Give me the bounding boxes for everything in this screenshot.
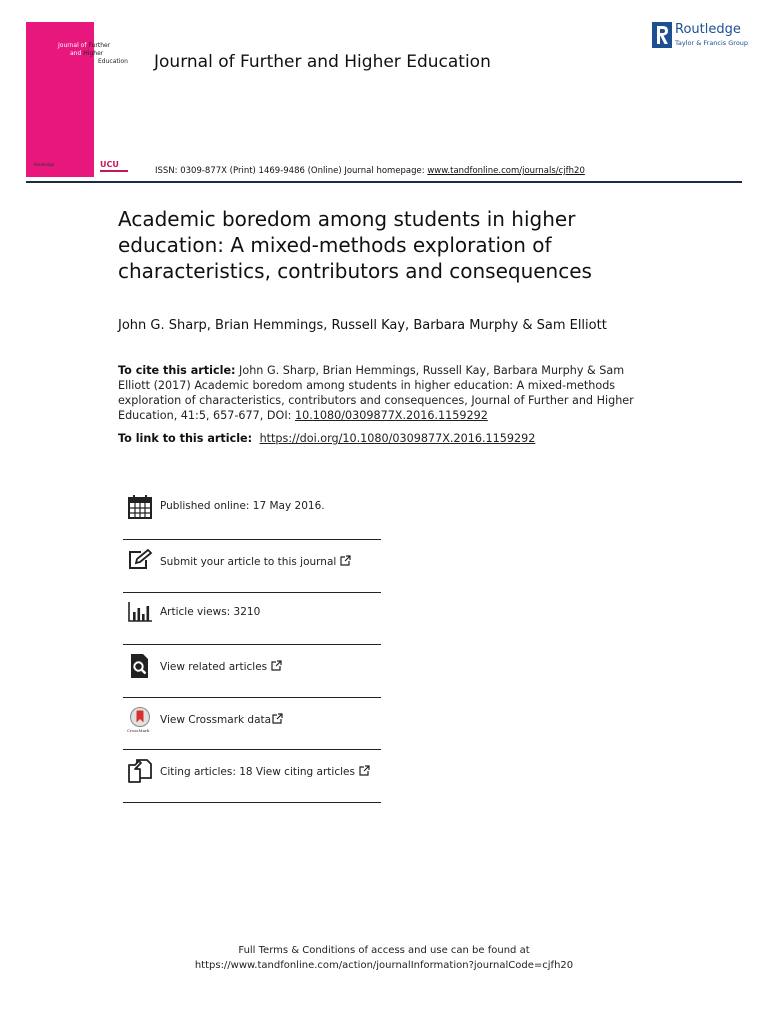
terms-url[interactable]: https://www.tandfonline.com/action/journalInformation?journalCode=cjfh20 xyxy=(194,960,574,971)
terms-line: Full Terms & Conditions of access and use can be found at xyxy=(238,945,530,956)
bar-chart-icon xyxy=(127,600,153,626)
info-divider xyxy=(123,697,381,698)
cover-ucu-underline xyxy=(100,170,128,172)
cite-text: John G. Sharp, Brian Hemmings, Russell Kay, Barbara Murphy & Sam Elliott (2017) Academic boredom among students in higher education: A mixed-methods exploration of characteristics, contributors and consequences, Journal of Further and Higher Education, 41:5, 657-677, DOI: xyxy=(118,364,634,422)
info-divider xyxy=(123,592,381,593)
article-views-text: Article views: 3210 xyxy=(160,606,261,618)
published-online-text: Published online: 17 May 2016. xyxy=(160,500,325,512)
submit-article-item[interactable] xyxy=(123,548,381,574)
citing-articles-item[interactable] xyxy=(123,758,381,784)
citing-articles-link[interactable]: Citing articles: 18 View citing articles xyxy=(160,765,370,778)
info-divider xyxy=(123,539,381,540)
published-online-item xyxy=(123,494,381,520)
header-divider xyxy=(26,181,742,183)
article-views-item xyxy=(123,600,381,626)
cover-tagline xyxy=(116,28,117,32)
routledge-r-icon xyxy=(652,22,672,48)
info-divider xyxy=(123,644,381,645)
external-link-icon xyxy=(340,555,351,566)
cover-publisher-mark: Routledge xyxy=(34,162,55,167)
external-link-icon xyxy=(272,713,283,724)
issn-line xyxy=(155,166,585,176)
calendar-icon xyxy=(127,494,153,520)
citation-block xyxy=(118,363,658,423)
crossmark-link[interactable]: View Crossmark data xyxy=(160,713,283,726)
article-title: Academic boredom among students in higher education: A mixed-methods exploration of characteristics, contributors and consequences xyxy=(118,207,592,283)
cover-ucu-logo: UCU xyxy=(100,160,119,169)
search-document-icon xyxy=(127,653,153,679)
journal-name: Journal of Further and Higher Education xyxy=(154,52,491,72)
external-link-icon xyxy=(359,765,370,776)
info-divider xyxy=(123,749,381,750)
publisher-subtitle: Taylor & Francis Group xyxy=(675,39,749,47)
cite-label: To cite this article: xyxy=(118,364,236,377)
related-articles-link[interactable]: View related articles xyxy=(160,660,282,673)
link-label: To link to this article: xyxy=(118,432,256,445)
edit-icon xyxy=(127,548,153,574)
terms-footer xyxy=(0,943,768,973)
submit-article-link[interactable]: Submit your article to this journal xyxy=(160,555,351,568)
info-divider xyxy=(123,802,381,803)
crossmark-caption: CrossMark xyxy=(127,728,150,733)
issn-text: ISSN: 0309-877X (Print) 1469-9486 (Online) Journal homepage: xyxy=(155,166,428,176)
cover-title: Journal of Further and Higher Education xyxy=(58,42,128,65)
routledge-logo xyxy=(652,22,749,50)
external-link-icon xyxy=(271,660,282,671)
article-authors: John G. Sharp, Brian Hemmings, Russell Kay, Barbara Murphy & Sam Elliott xyxy=(118,318,607,333)
article-doi-link[interactable]: https://doi.org/10.1080/0309877X.2016.1159292 xyxy=(259,432,536,445)
publisher-name: Routledge xyxy=(675,22,741,37)
cite-doi-link[interactable]: 10.1080/0309877X.2016.1159292 xyxy=(294,409,488,422)
article-link-block xyxy=(118,431,678,446)
related-articles-item[interactable] xyxy=(123,653,381,679)
citing-documents-icon xyxy=(127,758,153,784)
journal-homepage-link[interactable]: www.tandfonline.com/journals/cjfh20 xyxy=(427,166,585,176)
crossmark-item[interactable] xyxy=(123,706,381,734)
